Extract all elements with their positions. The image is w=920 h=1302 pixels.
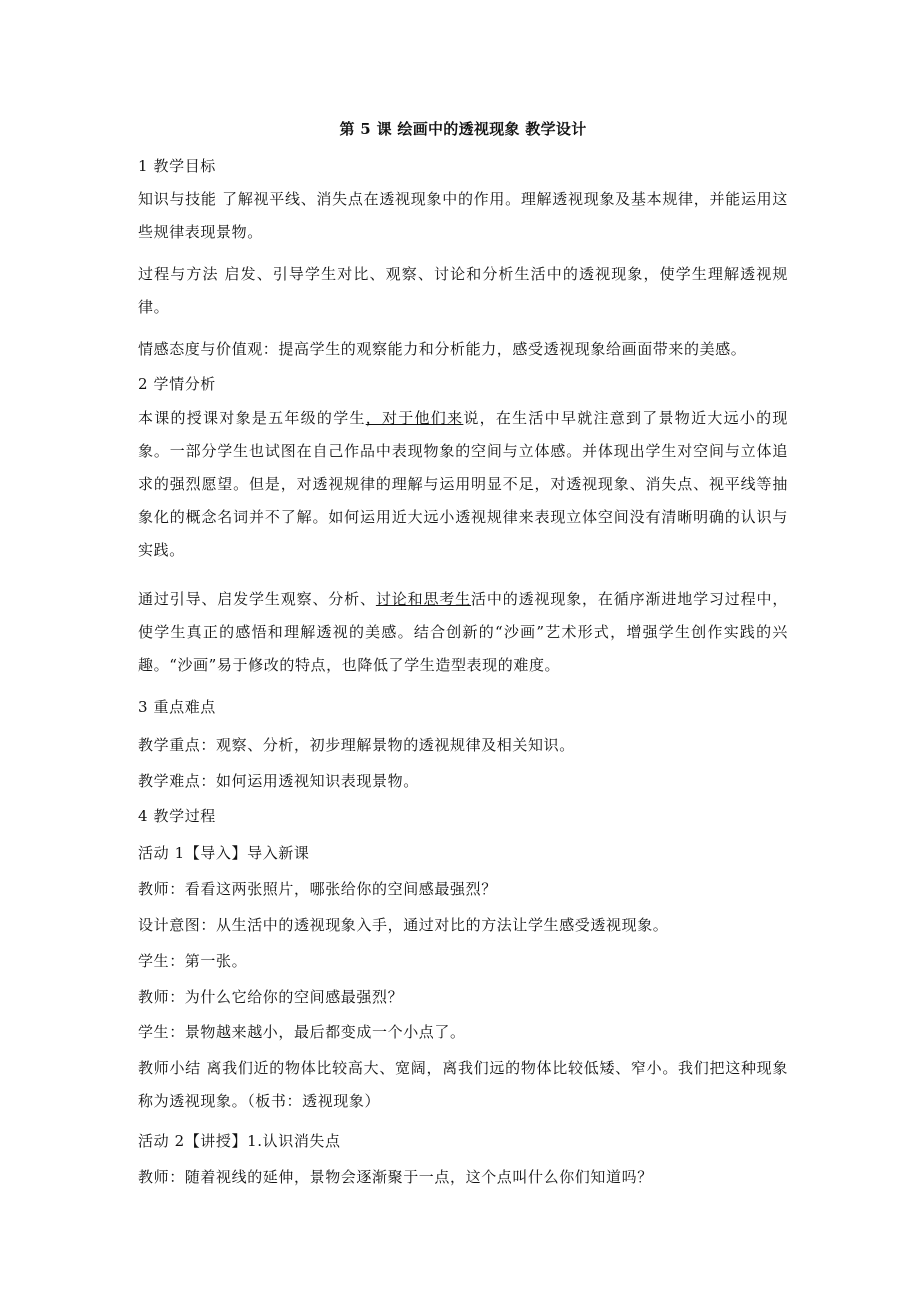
activity-1-heading: 活动 1【导入】导入新课 [138, 844, 310, 862]
underlined-text: ，对于他们来 [365, 409, 464, 427]
dialogue-line: 学生：第一张。 [138, 952, 248, 970]
dialogue-line: 设计意图：从生活中的透视现象入手，通过对比的方法让学生感受透视现象。 [138, 916, 669, 934]
dialogue-line: 教师：看看这两张照片，哪张给你的空间感最强烈？ [138, 880, 497, 898]
text-run: 通过引导、启发学生观察、分析、 [138, 590, 376, 608]
text-run: 活中的透视现象，在循序渐进地学习过程中，使学生真正的感悟和理解透视的美感。结合创新的“沙画”艺术形式，增强学生创作实践的兴趣。“沙画”易于修改的特点，也降低了学生造型表现的难度。 [138, 590, 788, 674]
paragraph-emotion-values: 情感态度与价值观：提高学生的观察能力和分析能力，感受透视现象给画面带来的美感。 [138, 340, 747, 358]
dialogue-line: 教师：随着视线的延伸，景物会逐渐聚于一点，这个点叫什么你们知道吗？ [138, 1168, 653, 1186]
paragraph-difficult-point: 教学难点：如何运用透视知识表现景物。 [138, 772, 419, 790]
text-run: 说，在生活中早就注意到了景物近大远小的现象。一部分学生也试图在自己作品中表现物象的空间与立体感。并体现出学生对空间与立体追求的强烈愿望。但是，对透视规律的理解与运用明显不足，对透视现象、消失点、视平线等抽象化的概念名词并不了解。如何运用近大远小透视规律来表现立体空间没有清晰明确的认识与实践。 [138, 409, 788, 559]
underlined-text: 讨论和思考生 [375, 590, 472, 608]
section-heading-student-analysis: 2 学情分析 [138, 375, 216, 393]
section-heading-process: 4 教学过程 [138, 807, 216, 825]
dialogue-line: 学生：景物越来越小，最后都变成一个小点了。 [138, 1023, 466, 1041]
section-heading-objectives: 1 教学目标 [138, 157, 216, 175]
paragraph-student-analysis-2 [138, 583, 788, 682]
dialogue-line: 教师：为什么它给你的空间感最强烈？ [138, 988, 404, 1006]
paragraph-student-analysis-1 [138, 402, 788, 567]
text-run: 本课的授课对象是五年级的学生 [138, 409, 366, 427]
paragraph-process-method: 过程与方法 启发、引导学生对比、观察、讨论和分析生活中的透视现象，使学生理解透视规律。 [138, 265, 788, 316]
paragraph-key-point: 教学重点：观察、分析，初步理解景物的透视规律及相关知识。 [138, 736, 575, 754]
section-heading-key-points: 3 重点难点 [138, 698, 216, 716]
document-title: 第 5 课 绘画中的透视现象 教学设计 [339, 120, 587, 138]
activity-2-heading: 活动 2【讲授】1.认识消失点 [138, 1132, 341, 1150]
dialogue-line: 教师小结 离我们近的物体比较高大、宽阔，离我们远的物体比较低矮、窄小。我们把这种现象称为透视现象。（板书：透视现象） [138, 1059, 788, 1110]
paragraph-knowledge-skills: 知识与技能 了解视平线、消失点在透视现象中的作用。理解透视现象及基本规律，并能运用这些规律表现景物。 [138, 190, 788, 241]
